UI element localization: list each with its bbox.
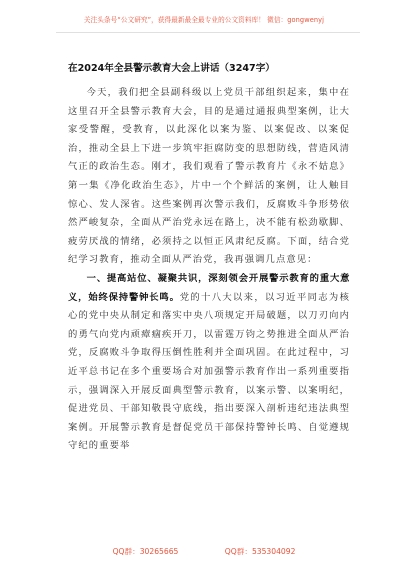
- footer-qq-group-1: QQ群：30265665: [112, 547, 179, 556]
- paragraph-intro: 今天，我们把全县副科级以上党员干部组织起来，集中在这里召开全县警示教育大会，目的是通过通报典型案例，让大家受警醒，受教育，以此深化以案为鉴、以案促改、以案促治，推动全县上下进一步筑牢拒腐防变的思想防线，营造风清气正的政治生态。刚才，我们观看了警示教育片《永不姑息》第一集《净化政治生态》，片中一个个鲜活的案例，让人触目惊心、发人深省。这些案例再次警示我们，反腐败斗争形势依然严峻复杂，全面从严治党永远在路上，决不能有松劲歇脚、疲劳厌战的情绪，必须持之以恒正风肃纪反腐。下面，结合党纪学习教育，推动全面从严治党，我再强调几点意见：: [68, 87, 350, 266]
- header-divider: [56, 32, 360, 33]
- section-body: 党的十八大以来，以习近平同志为核心的党中央从制定和落实中央八项规定开局破题，以刀刃向内的勇气向党内顽瘴痼疾开刀，以雷霆万钧之势推进全面从严治党，反腐败斗争取得压倒性胜利并全面巩固。在此过程中，习近平总书记在多个重要场合对加强警示教育作出一系列重要指示，强调深入开展反面典型警示教育，以案示警、以案明纪，促进党员、干部知敬畏守底线，指出要深入剖析违纪违法典型案例。开展警示教育是督促党员干部保持警钟长鸣、自觉遵规守纪的重要举: [68, 291, 350, 452]
- paragraph-section-1: [68, 270, 350, 456]
- document-body: [68, 84, 350, 456]
- section-heading: 一、提高站位、凝聚共识，深刻领会开展警示教育的重大意义，始终保持警钟长鸣。: [68, 272, 350, 303]
- document-title: 在2024年全县警示教育大会上讲话（3247字）: [68, 63, 275, 74]
- footer-qq-group-2: QQ群：535304092: [224, 547, 296, 556]
- footer-contact: [0, 546, 408, 557]
- header-banner: 关注头条号“公文研究”，获得最新最全最专业的公文资料库！ 微信：gongwenyj: [83, 16, 325, 24]
